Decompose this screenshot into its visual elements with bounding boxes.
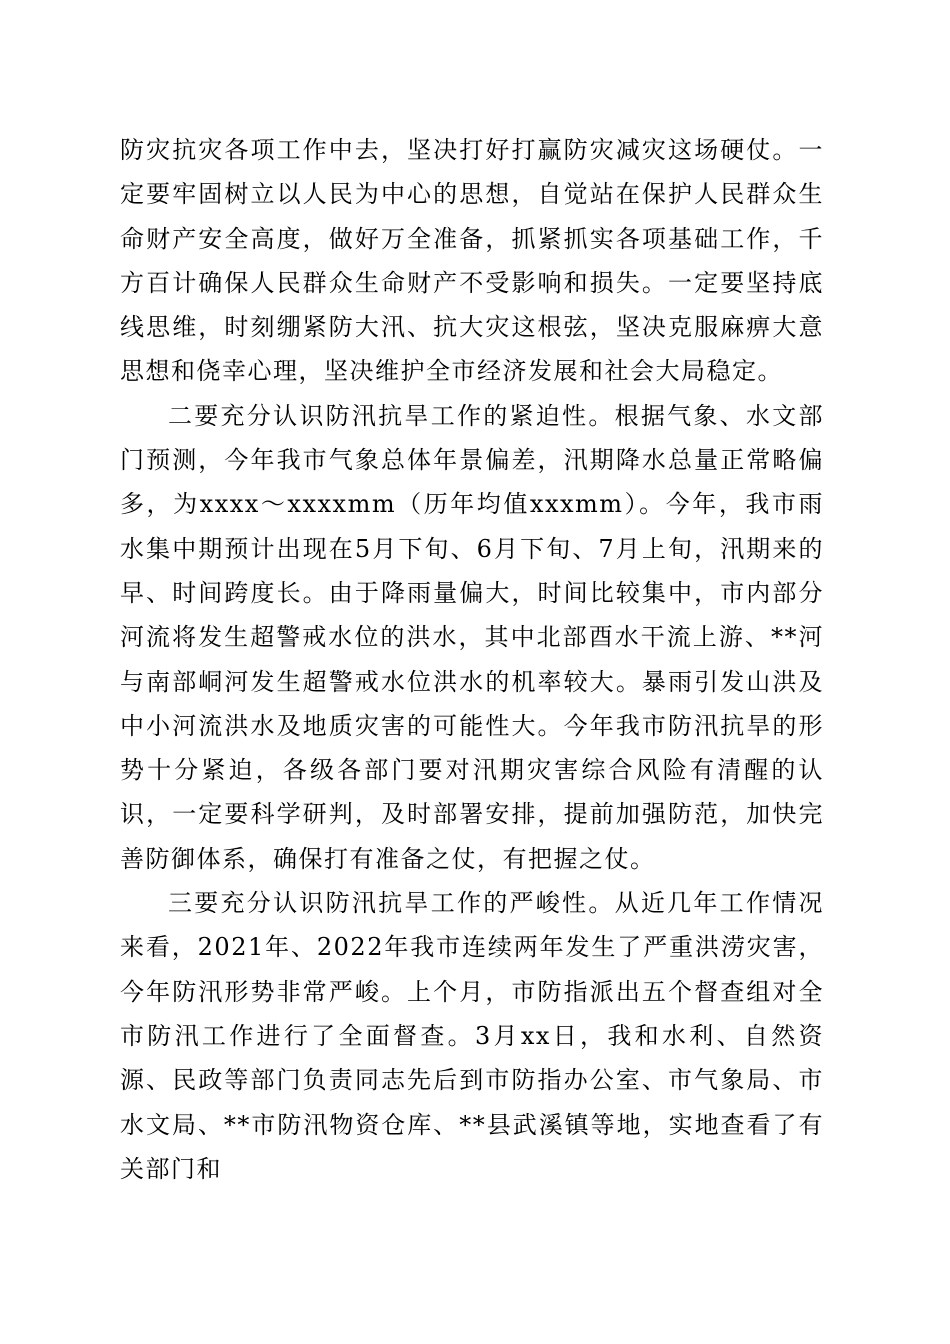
paragraph-continuation: 防灾抗灾各项工作中去，坚决打好打赢防灾减灾这场硬仗。一定要牢固树立以人民为中心的思想，自觉站在保护人民群众生命财产安全高度，做好万全准备，抓紧抓实各项基础工作，千方百计确保人民群众生命财产不受影响和损失。一定要坚持底线思维，时刻绷紧防大汛、抗大灾这根弦，坚决克服麻痹大意思想和侥幸心理，坚决维护全市经济发展和社会大局稳定。 [120,136,824,386]
document-page [120,128,824,1191]
paragraph-urgency: 二要充分认识防汛抗旱工作的紧迫性。根据气象、水文部门预测，今年我市气象总体年景偏差，汛期降水总量正常略偏多，为xxxx～xxxxmm（历年均值xxxmm）。今年，我市雨水集中期预计出现在5月下旬、6月下旬、7月上旬，汛期来的早、时间跨度长。由于降雨量偏大，时间比较集中，市内部分河流将发生超警戒水位的洪水，其中北部酉水干流上游、**河与南部峒河发生超警戒水位洪水的机率较大。暴雨引发山洪及中小河流洪水及地质灾害的可能性大。今年我市防汛抗旱的形势十分紧迫，各级各部门要对汛期灾害综合风险有清醒的认识，一定要科学研判，及时部署安排，提前加强防范，加快完善防御体系，确保打有准备之仗，有把握之仗。 [120,401,824,873]
paragraph-severity: 三要充分认识防汛抗旱工作的严峻性。从近几年工作情况来看，2021年、2022年我市连续两年发生了严重洪涝灾害，今年防汛形势非常严峻。上个月，市防指派出五个督查组对全市防汛工作进行了全面督查。3月xx日，我和水利、自然资源、民政等部门负责同志先后到市防指办公室、市气象局、市水文局、**市防汛物资仓库、**县武溪镇等地，实地查看了有关部门和 [120,889,824,1183]
